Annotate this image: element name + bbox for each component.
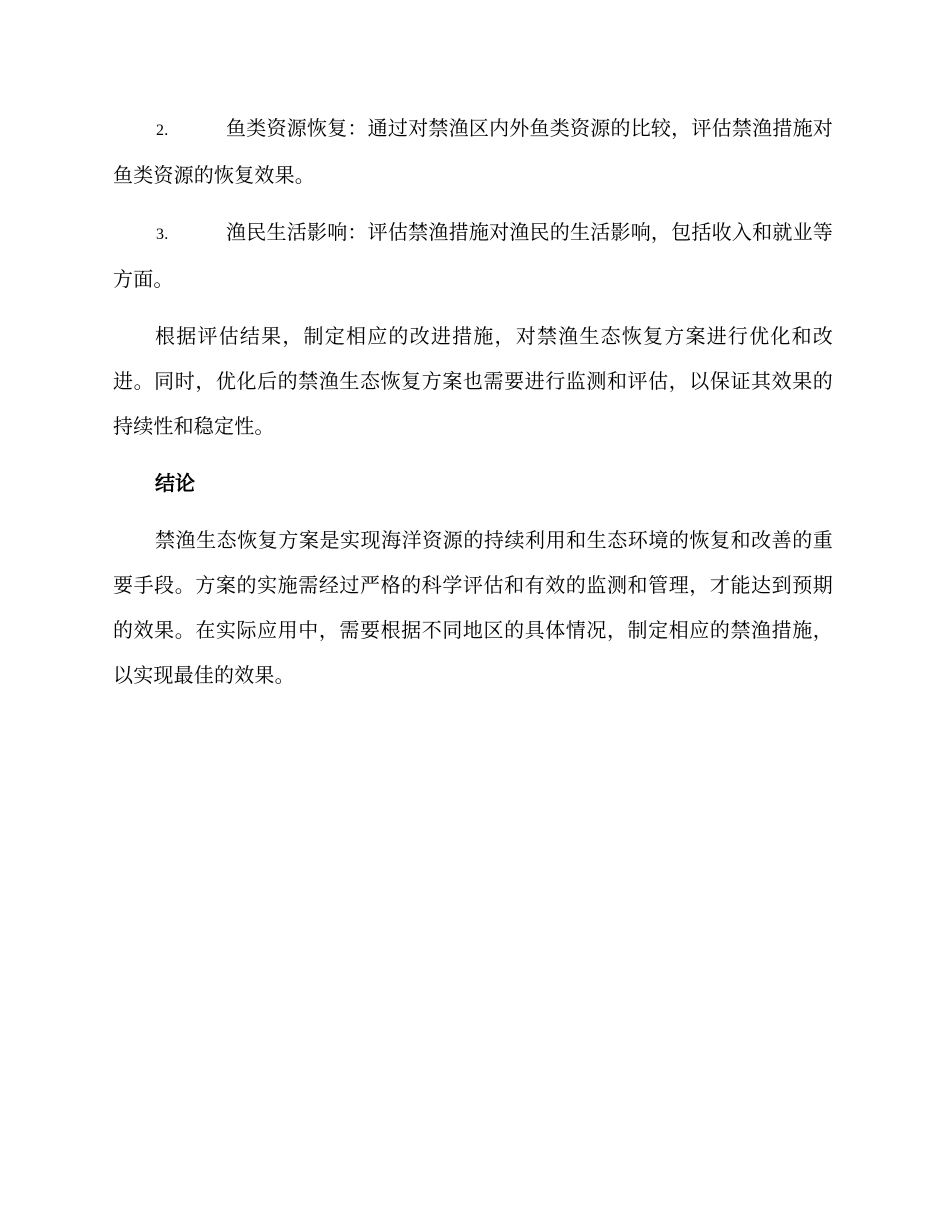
document-page [113, 106, 833, 710]
conclusion-paragraph: 禁渔生态恢复方案是实现海洋资源的持续利用和生态环境的恢复和改善的重要手段。方案的实施需经过严格的科学评估和有效的监测和管理，才能达到预期的效果。在实际应用中，需要根据不同地区的具体情况，制定相应的禁渔措施，以实现最佳的效果。 [113, 528, 833, 687]
improvement-paragraph: 根据评估结果，制定相应的改进措施，对禁渔生态恢复方案进行优化和改进。同时，优化后的禁渔生态恢复方案也需要进行监测和评估，以保证其效果的持续性和稳定性。 [113, 324, 833, 438]
list-item-fish-recovery [113, 106, 833, 198]
conclusion-heading: 结论 [155, 471, 195, 495]
list-number: 3. [156, 226, 169, 243]
list-item-fishermen-impact [113, 210, 833, 302]
list-item-text: 鱼类资源恢复：通过对禁渔区内外鱼类资源的比较，评估禁渔措施对鱼类资源的恢复效果。 [113, 116, 833, 187]
list-number: 2. [156, 122, 169, 139]
list-item-text: 渔民生活影响：评估禁渔措施对渔民的生活影响，包括收入和就业等方面。 [113, 220, 833, 291]
